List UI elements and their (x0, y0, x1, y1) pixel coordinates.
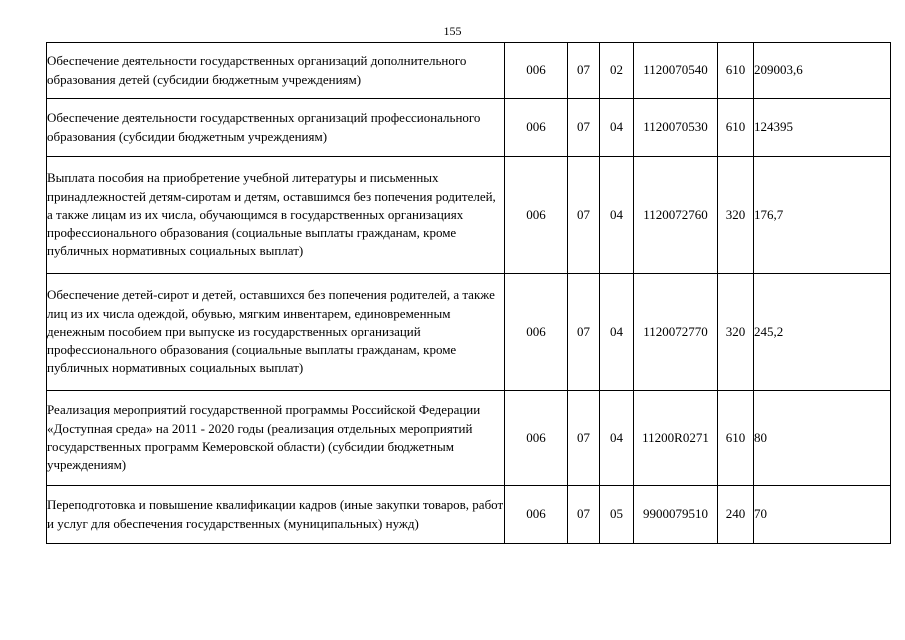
ministry-code: 006 (505, 486, 568, 544)
target-article-code: 11200R0271 (634, 391, 718, 486)
expense-type-code: 610 (718, 99, 754, 157)
expense-type-code: 240 (718, 486, 754, 544)
subsection-code: 04 (600, 391, 634, 486)
amount: 209003,6 (754, 43, 891, 99)
row-description: Обеспечение деятельности государственных организаций профессионального образования (субсидии бюджетным учреждениям) (47, 99, 505, 157)
section-code: 07 (568, 486, 600, 544)
page-number: 155 (443, 24, 462, 38)
table-row (47, 391, 891, 486)
section-code: 07 (568, 274, 600, 391)
amount: 80 (754, 391, 891, 486)
section-code: 07 (568, 391, 600, 486)
target-article-code: 1120070540 (634, 43, 718, 99)
amount: 245,2 (754, 274, 891, 391)
table-row (47, 486, 891, 544)
table-row (47, 274, 891, 391)
ministry-code: 006 (505, 274, 568, 391)
amount: 70 (754, 486, 891, 544)
section-code: 07 (568, 99, 600, 157)
section-code: 07 (568, 157, 600, 274)
subsection-code: 04 (600, 157, 634, 274)
ministry-code: 006 (505, 157, 568, 274)
expense-type-code: 320 (718, 274, 754, 391)
expense-type-code: 610 (718, 43, 754, 99)
ministry-code: 006 (505, 43, 568, 99)
row-description: Выплата пособия на приобретение учебной литературы и письменных принадлежностей детям-сиротам и детям, оставшимся без попечения родителей, а также лицам из их числа, обучающимся в государственных организациях профессионального образования (социальные выплаты гражданам, кроме публичных нормативных социальных выплат) (47, 157, 505, 274)
expense-type-code: 320 (718, 157, 754, 274)
table-row (47, 99, 891, 157)
table-row (47, 157, 891, 274)
amount: 176,7 (754, 157, 891, 274)
subsection-code: 02 (600, 43, 634, 99)
subsection-code: 05 (600, 486, 634, 544)
target-article-code: 1120070530 (634, 99, 718, 157)
row-description: Обеспечение детей-сирот и детей, оставшихся без попечения родителей, а также лиц из их числа одеждой, обувью, мягким инвентарем, единовременным денежным пособием при выпуске из государственных организаций профессионального образования (социальные выплаты гражданам, кроме публичных нормативных социальных выплат) (47, 274, 505, 391)
target-article-code: 1120072770 (634, 274, 718, 391)
row-description: Переподготовка и повышение квалификации кадров (иные закупки товаров, работ и услуг для обеспечения государственных (муниципальных) нужд) (47, 486, 505, 544)
row-description: Реализация мероприятий государственной программы Российской Федерации «Доступная среда» на 2011 - 2020 годы (реализация отдельных мероприятий государственных программ Кемеровской области) (субсидии бюджетным учреждениям) (47, 391, 505, 486)
budget-table (46, 42, 891, 544)
target-article-code: 9900079510 (634, 486, 718, 544)
expense-type-code: 610 (718, 391, 754, 486)
ministry-code: 006 (505, 99, 568, 157)
subsection-code: 04 (600, 99, 634, 157)
section-code: 07 (568, 43, 600, 99)
amount: 124395 (754, 99, 891, 157)
ministry-code: 006 (505, 391, 568, 486)
target-article-code: 1120072760 (634, 157, 718, 274)
row-description: Обеспечение деятельности государственных организаций дополнительного образования детей (субсидии бюджетным учреждениям) (47, 43, 505, 99)
table-row (47, 43, 891, 99)
subsection-code: 04 (600, 274, 634, 391)
